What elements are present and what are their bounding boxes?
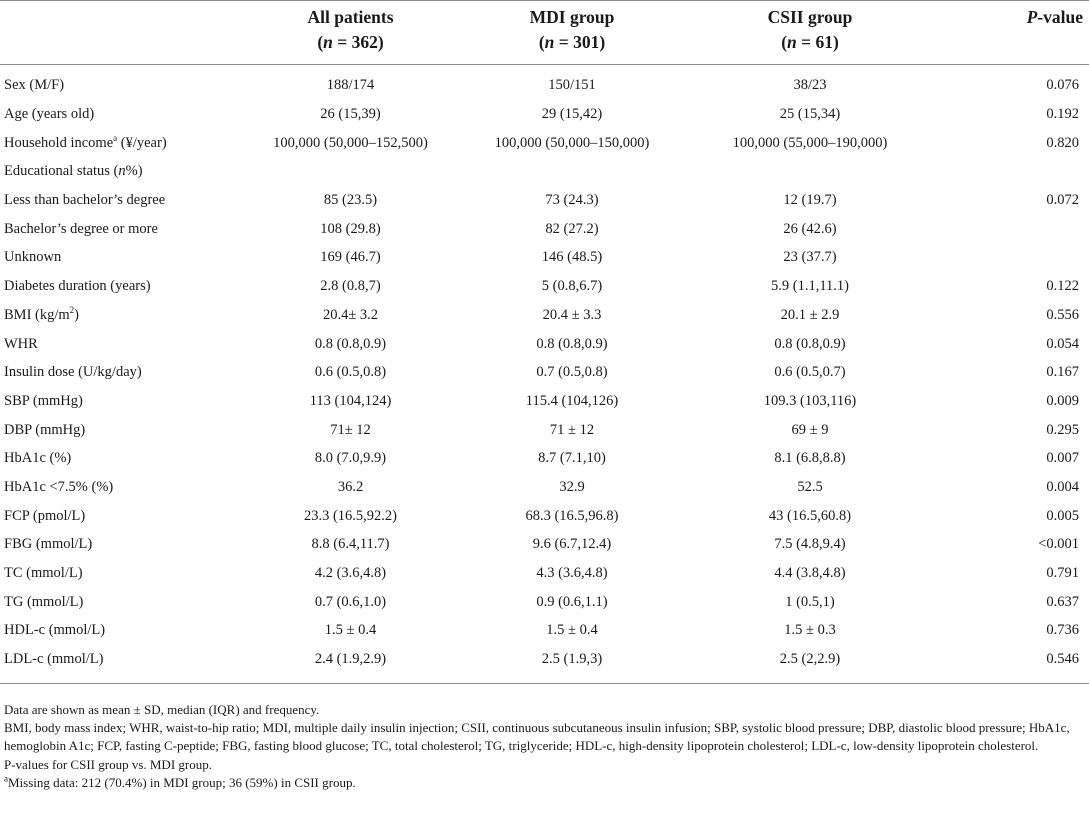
cell-p-value: <0.001 <box>1038 536 1079 553</box>
cell-p-value: 0.054 <box>1046 335 1079 352</box>
cell-all-patients: 71± 12 <box>330 421 371 438</box>
cell-mdi: 146 (48.5) <box>541 249 603 266</box>
row-label-text: LDL-c (mmol/L) <box>4 651 104 668</box>
cell-csii: 109.3 (103,116) <box>763 392 857 409</box>
table-body <box>0 65 1089 684</box>
row-label-text: FBG (mmol/L) <box>4 536 93 553</box>
cell-all-patients: 8.8 (6.4,11.7) <box>311 536 390 553</box>
footnote-marker: a <box>4 773 8 784</box>
cell-p-value: 0.076 <box>1046 77 1079 94</box>
row-label-text: HbA1c <7.5% (%) <box>4 478 114 495</box>
row-label <box>0 501 248 530</box>
table-row <box>0 645 1089 684</box>
cell-all-patients <box>248 157 453 186</box>
cell-mdi: 0.8 (0.8,0.9) <box>536 335 608 352</box>
cell-all-patients: 0.6 (0.5,0.8) <box>314 364 387 381</box>
cell-mdi: 100,000 (50,000–150,000) <box>494 134 650 151</box>
table-row <box>0 214 1089 243</box>
cell-all-patients: 85 (23.5) <box>323 192 378 209</box>
cell-all-patients: 23.3 (16.5,92.2) <box>303 507 398 524</box>
cell-all-patients: 2.4 (1.9,2.9) <box>248 645 453 684</box>
header-p-value: P-value <box>929 1 1089 65</box>
row-label <box>0 301 248 330</box>
cell-all-patients: 108 (29.8) <box>320 220 381 237</box>
row-label-text: Educational status (n%) <box>4 163 143 180</box>
cell-csii: 1.5 ± 0.3 <box>784 622 836 639</box>
table-row <box>0 100 1089 129</box>
row-label-text: Bachelor’s degree or more <box>4 220 158 237</box>
cell-csii: 8.1 (6.8,8.8) <box>774 450 846 467</box>
cell-mdi: 29 (15,42) <box>541 106 603 123</box>
row-label-superscript: a <box>113 132 118 143</box>
footnote-p-values: P-values for CSII group vs. MDI group. <box>4 756 212 772</box>
cell-csii: 52.5 <box>797 478 823 495</box>
header-csii-label: CSII group <box>767 7 853 27</box>
cell-p-value: 0.637 <box>1046 593 1079 610</box>
cell-p-value: 0.122 <box>1046 278 1079 295</box>
cell-csii: 7.5 (4.8,9.4) <box>774 536 846 553</box>
header-all-patients <box>248 1 453 65</box>
cell-csii: 2.5 (2,2.9) <box>691 645 929 684</box>
row-label <box>0 272 248 301</box>
cell-all-patients: 1.5 ± 0.4 <box>324 622 377 639</box>
table-row <box>0 444 1089 473</box>
row-label-superscript: 2 <box>69 305 75 316</box>
cell-all-patients: 2.8 (0.8,7) <box>320 278 381 295</box>
row-label-text: Household income <box>4 134 114 151</box>
table-row <box>0 329 1089 358</box>
cell-mdi: 0.9 (0.6,1.1) <box>536 593 608 610</box>
table-row <box>0 415 1089 444</box>
cell-p-value: 0.820 <box>1046 134 1079 151</box>
row-label <box>0 243 248 272</box>
cell-csii: 43 (16.5,60.8) <box>768 507 852 524</box>
cell-csii: 1 (0.5,1) <box>785 593 835 610</box>
cell-mdi: 20.4 ± 3.3 <box>542 306 602 323</box>
cell-csii: 12 (19.7) <box>783 192 837 209</box>
table-row <box>0 473 1089 502</box>
cell-mdi: 9.6 (6.7,12.4) <box>532 536 612 553</box>
cell-p-value: 0.295 <box>1046 421 1079 438</box>
cell-p-value <box>929 214 1089 243</box>
cell-p-value: 0.005 <box>1046 507 1079 524</box>
cell-p-value: 0.072 <box>1046 192 1079 209</box>
cell-all-patients: 0.7 (0.6,1.0) <box>314 593 387 610</box>
cell-all-patients: 20.4± 3.2 <box>322 306 379 323</box>
table-row <box>0 530 1089 559</box>
cell-p-value: 0.009 <box>1046 392 1079 409</box>
table-footnotes <box>4 701 1084 792</box>
cell-mdi: 150/151 <box>548 77 596 94</box>
footnote-data-format: Data are shown as mean ± SD, median (IQR) and frequency. <box>4 702 320 717</box>
row-label-text: FCP (pmol/L) <box>4 507 86 524</box>
cell-mdi: 2.5 (1.9,3) <box>453 645 691 684</box>
cell-csii: 100,000 (55,000–190,000) <box>732 134 888 151</box>
header-mdi-label: MDI group <box>529 7 615 27</box>
cell-csii: 23 (37.7) <box>783 249 837 266</box>
cell-p-value: 0.736 <box>1046 622 1079 639</box>
table-row <box>0 65 1089 100</box>
table-row <box>0 301 1089 330</box>
cell-all-patients: 100,000 (50,000–152,500) <box>273 134 428 151</box>
cell-all-patients: 188/174 <box>326 77 375 94</box>
row-label <box>0 415 248 444</box>
cell-mdi: 8.7 (7.1,10) <box>538 450 606 467</box>
row-label-tail: ) <box>74 306 79 323</box>
row-label <box>0 530 248 559</box>
footnote-missing-text: Missing data: 212 (70.4%) in MDI group; 36 (59%) in CSII group. <box>8 774 356 790</box>
row-label <box>0 616 248 645</box>
table-row <box>0 243 1089 272</box>
row-label-text: WHR <box>4 335 38 352</box>
cell-p-value: 0.167 <box>1046 364 1079 381</box>
cell-all-patients: 169 (46.7) <box>320 249 381 266</box>
row-label <box>0 444 248 473</box>
header-csii-group <box>691 1 929 65</box>
row-label <box>0 587 248 616</box>
table-row <box>0 616 1089 645</box>
cell-mdi: 71 ± 12 <box>549 421 595 438</box>
row-label-text: Sex (M/F) <box>4 77 65 94</box>
row-label-text: HbA1c (%) <box>4 450 72 467</box>
row-label-text: SBP (mmHg) <box>4 392 83 409</box>
row-label <box>0 645 248 684</box>
row-label-text: Age (years old) <box>4 106 95 123</box>
cell-p-value: 0.556 <box>1046 306 1079 323</box>
cell-mdi: 68.3 (16.5,96.8) <box>525 507 619 524</box>
row-label-text: Less than bachelor’s degree <box>4 192 166 209</box>
cell-p-value <box>929 157 1089 186</box>
header-all-n: (n = 362) <box>317 32 384 52</box>
header-all-label: All patients <box>307 7 394 27</box>
cell-mdi: 82 (27.2) <box>545 220 599 237</box>
cell-mdi: 5 (0.8,6.7) <box>541 278 603 295</box>
cell-mdi: 73 (24.3) <box>545 192 599 209</box>
row-label-text: DBP (mmHg) <box>4 421 86 438</box>
cell-p-value: 0.004 <box>1046 478 1079 495</box>
table-row <box>0 128 1089 157</box>
cell-p-value: 0.007 <box>1046 450 1079 467</box>
table-row <box>0 358 1089 387</box>
cell-mdi <box>453 157 691 186</box>
table-row <box>0 559 1089 588</box>
footnote-abbreviations: BMI, body mass index; WHR, waist-to-hip ratio; MDI, multiple daily insulin injection; CSII, continuous subcutaneous insulin infusion; SBP, systolic blood pressure; DBP, diastolic blood pressure; HbA1c, hemoglobin A1c; FCP, fasting C-peptide; FBG, fasting blood glucose; TC, total cholesterol; TG, triglyceride; HDL-c, high-density lipoprotein cholesterol; LDL-c, low-density lipoprotein cholesterol. <box>4 720 1070 754</box>
row-label <box>0 214 248 243</box>
header-csii-n: (n = 61) <box>781 32 839 52</box>
cell-p-value: 0.192 <box>1046 106 1079 123</box>
row-label <box>0 186 248 215</box>
cell-all-patients: 113 (104,124) <box>309 392 392 409</box>
cell-p-value <box>929 243 1089 272</box>
table-row <box>0 587 1089 616</box>
cell-mdi: 32.9 <box>559 478 585 495</box>
header-variable <box>0 1 248 65</box>
cell-csii: 5.9 (1.1,11.1) <box>771 278 849 295</box>
row-label-text: TC (mmol/L) <box>4 565 83 582</box>
cell-mdi: 0.7 (0.5,0.8) <box>536 364 608 381</box>
cell-csii <box>691 157 929 186</box>
cell-csii: 38/23 <box>793 77 827 94</box>
footnote-missing-data <box>4 774 1084 792</box>
cell-p-value: 0.791 <box>1046 565 1079 582</box>
table-row <box>0 387 1089 416</box>
cell-mdi: 4.3 (3.6,4.8) <box>536 565 608 582</box>
header-mdi-n: (n = 301) <box>538 32 606 52</box>
row-label <box>0 157 248 186</box>
cell-csii: 0.6 (0.5,0.7) <box>774 364 846 381</box>
cell-all-patients: 26 (15,39) <box>320 106 381 123</box>
header-mdi-group <box>453 1 691 65</box>
cell-csii: 20.1 ± 2.9 <box>780 306 840 323</box>
cell-all-patients: 0.8 (0.8,0.9) <box>314 335 387 352</box>
row-label <box>0 65 248 100</box>
cell-p-value: 0.546 <box>929 645 1089 684</box>
cell-csii: 4.4 (3.8,4.8) <box>774 565 846 582</box>
row-label <box>0 473 248 502</box>
cell-mdi: 115.4 (104,126) <box>525 392 619 409</box>
cell-all-patients: 36.2 <box>337 478 364 495</box>
cell-all-patients: 8.0 (7.0,9.9) <box>314 450 387 467</box>
row-label-text: BMI (kg/m <box>4 306 70 323</box>
row-label <box>0 100 248 129</box>
row-label-tail: (¥/year) <box>117 134 167 151</box>
table-row <box>0 186 1089 215</box>
row-label <box>0 329 248 358</box>
cell-csii: 25 (15,34) <box>779 106 841 123</box>
row-label-text: Insulin dose (U/kg/day) <box>4 364 142 381</box>
table-row <box>0 501 1089 530</box>
row-label <box>0 128 248 157</box>
cell-csii: 0.8 (0.8,0.9) <box>774 335 846 352</box>
cell-all-patients: 4.2 (3.6,4.8) <box>314 565 387 582</box>
row-label-text: Unknown <box>4 249 62 266</box>
row-label <box>0 387 248 416</box>
row-label-text: TG (mmol/L) <box>4 593 84 610</box>
table-row <box>0 157 1089 186</box>
cell-mdi: 1.5 ± 0.4 <box>546 622 598 639</box>
table-header-row <box>0 1 1089 65</box>
cell-csii: 69 ± 9 <box>791 421 829 438</box>
table-row <box>0 272 1089 301</box>
row-label-text: Diabetes duration (years) <box>4 278 151 295</box>
row-label <box>0 559 248 588</box>
row-label-text: HDL-c (mmol/L) <box>4 622 106 639</box>
row-label <box>0 358 248 387</box>
cell-csii: 26 (42.6) <box>783 220 837 237</box>
